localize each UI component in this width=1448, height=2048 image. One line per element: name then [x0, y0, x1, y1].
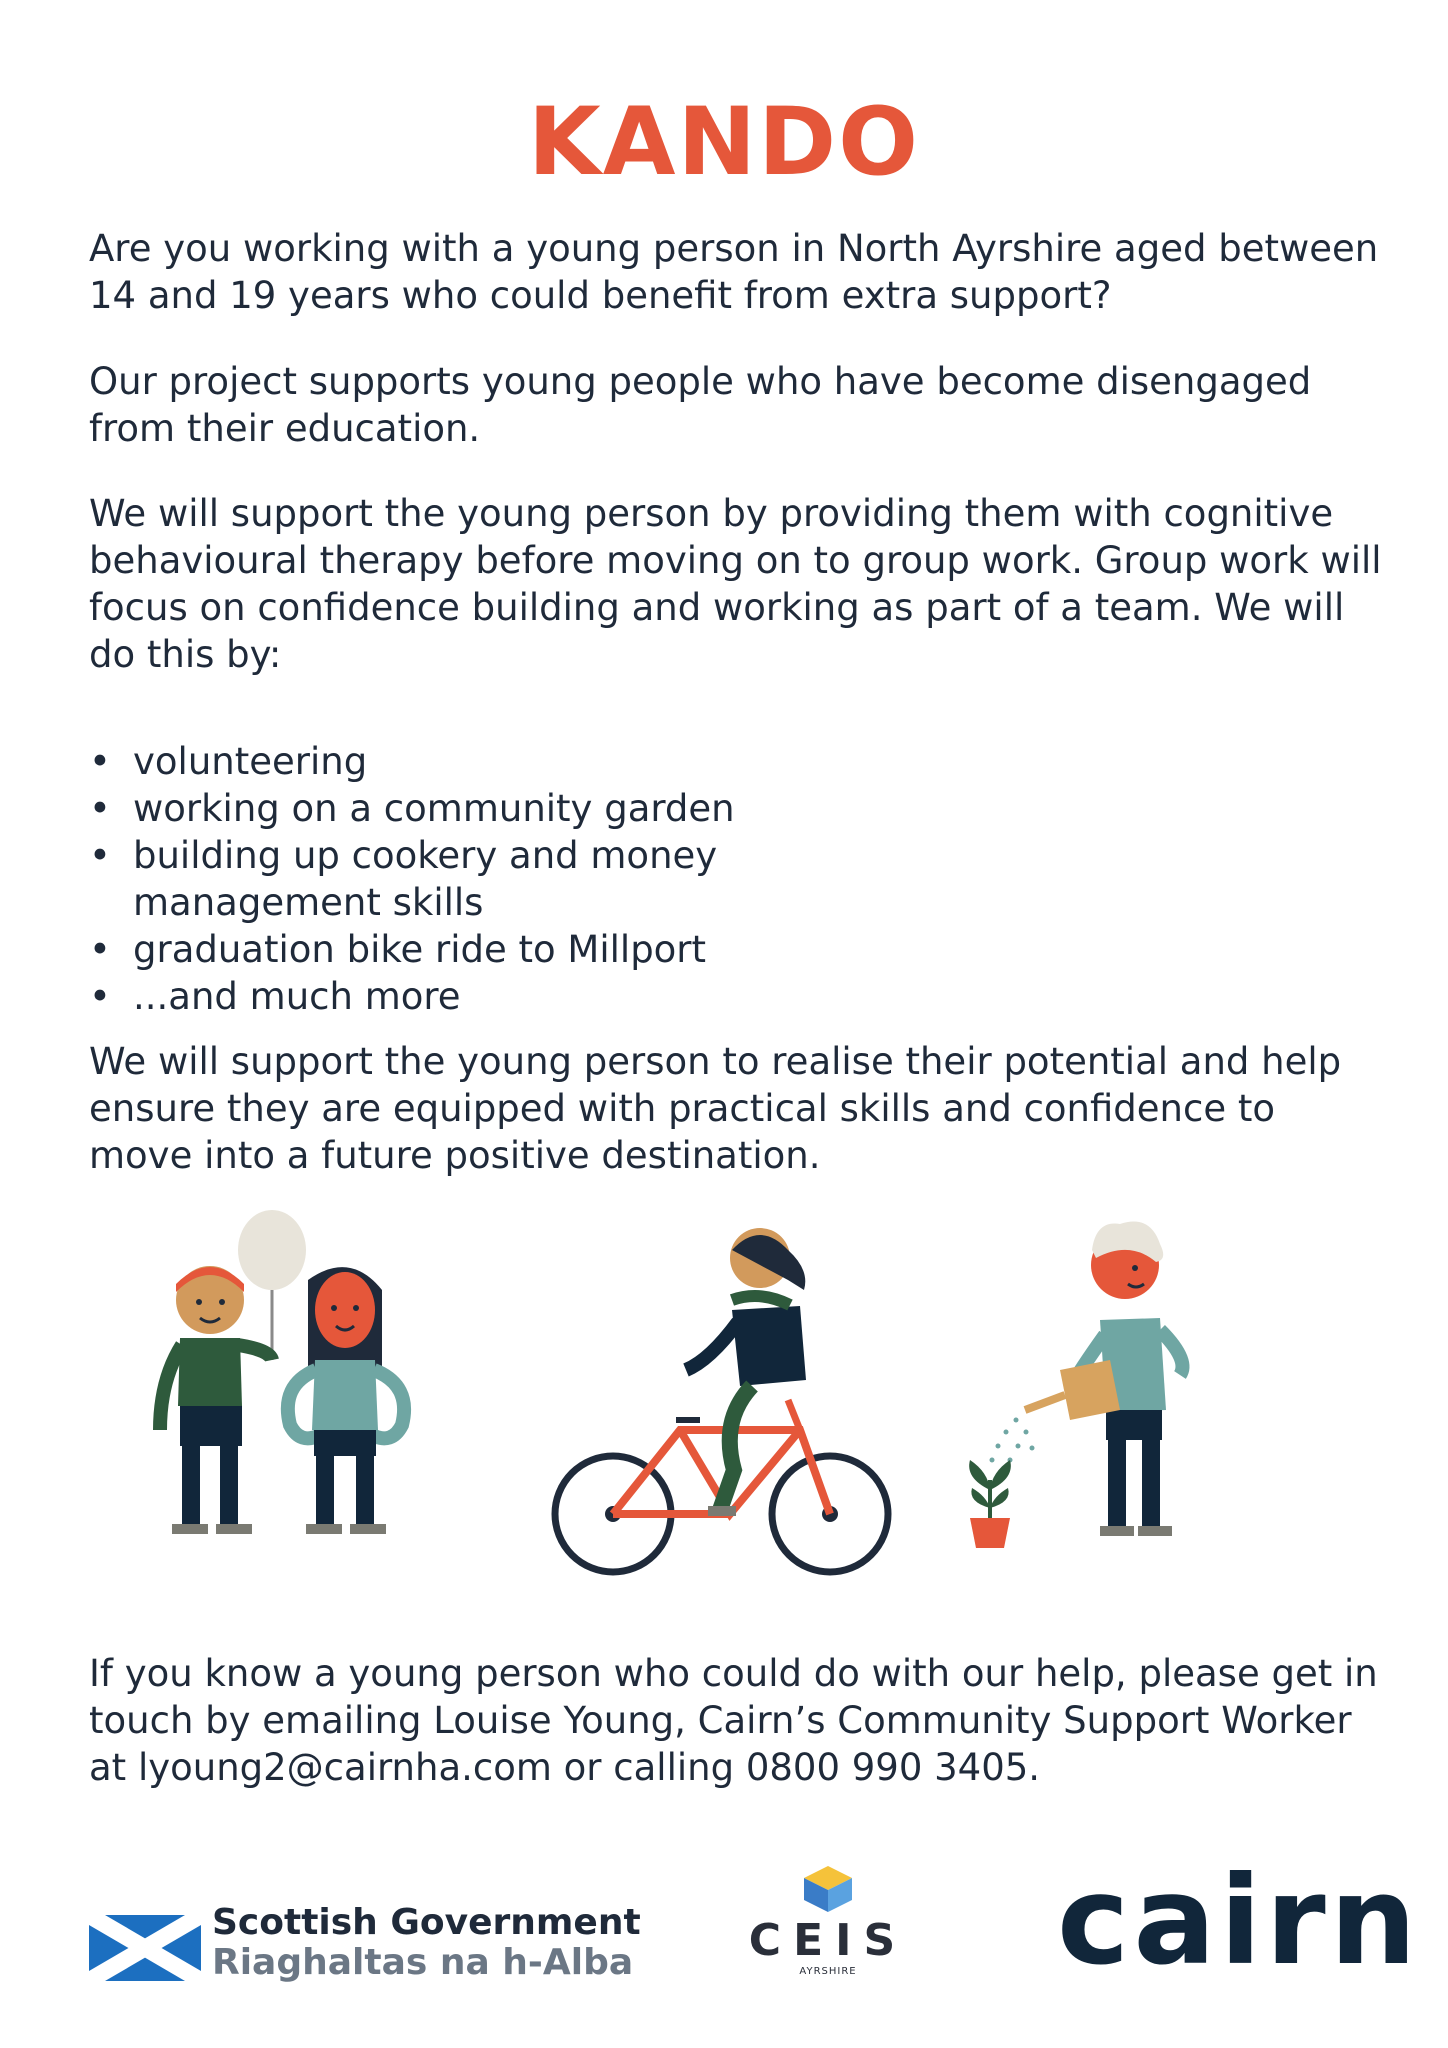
- cairn-logo: cairn: [1057, 1850, 1421, 1992]
- bullet: •: [89, 787, 111, 830]
- scottish-government-gaelic-name: Riaghaltas na h-Alba: [212, 1942, 634, 1983]
- project-paragraph: Our project supports young people who have become disengaged from their education.: [89, 360, 1312, 450]
- activity-text: ...and much more: [133, 975, 461, 1018]
- page-title: KANDO: [527, 88, 921, 197]
- ceis-cube-icon: [796, 1860, 860, 1916]
- activity-text: graduation bike ride to Millport: [133, 928, 707, 971]
- list-item: [89, 785, 1389, 832]
- activity-text: volunteering: [133, 740, 368, 783]
- activities-list: [89, 738, 1389, 1020]
- activity-text: working on a community garden: [133, 787, 735, 830]
- contact-paragraph: If you know a young person who could do with our help, please get in touch by emailing Louise Young, Cairn’s Community Support Worker at lyoung2@cairnha.com or calling 0800 990 3405.: [89, 1652, 1378, 1789]
- intro-paragraph: Are you working with a young person in North Ayrshire aged between 14 and 19 years who could benefit from extra support?: [89, 227, 1379, 317]
- list-item: [89, 926, 1389, 973]
- list-item: [89, 738, 1389, 785]
- illustration: [120, 1210, 1270, 1610]
- list-item: [89, 832, 1389, 926]
- bullet: •: [89, 928, 111, 971]
- support-paragraph: We will support the young person by providing them with cognitive behavioural therapy before moving on to group work. Group work will focus on confidence building and working as part of a team. We will do this by:: [89, 492, 1382, 676]
- outcome-paragraph: We will support the young person to realise their potential and help ensure they are equipped with practical skills and confidence to move into a future positive destination.: [89, 1040, 1342, 1177]
- cyclist-figure: [555, 1228, 888, 1572]
- gardener-figure: [969, 1222, 1182, 1549]
- bullet: •: [89, 834, 111, 877]
- ceis-logo-subtext: AYRSHIRE: [799, 1966, 857, 1977]
- saltire-flag-icon: [89, 1915, 201, 1981]
- scottish-government-name: Scottish Government: [212, 1902, 641, 1943]
- activity-text: building up cookery and money management skills: [133, 834, 718, 924]
- ceis-logo-text: CEIS: [748, 1915, 908, 1966]
- bullet: •: [89, 975, 111, 1018]
- list-item: [89, 973, 1389, 1020]
- balloon-pair-figure: [160, 1210, 404, 1534]
- bullet: •: [89, 740, 111, 783]
